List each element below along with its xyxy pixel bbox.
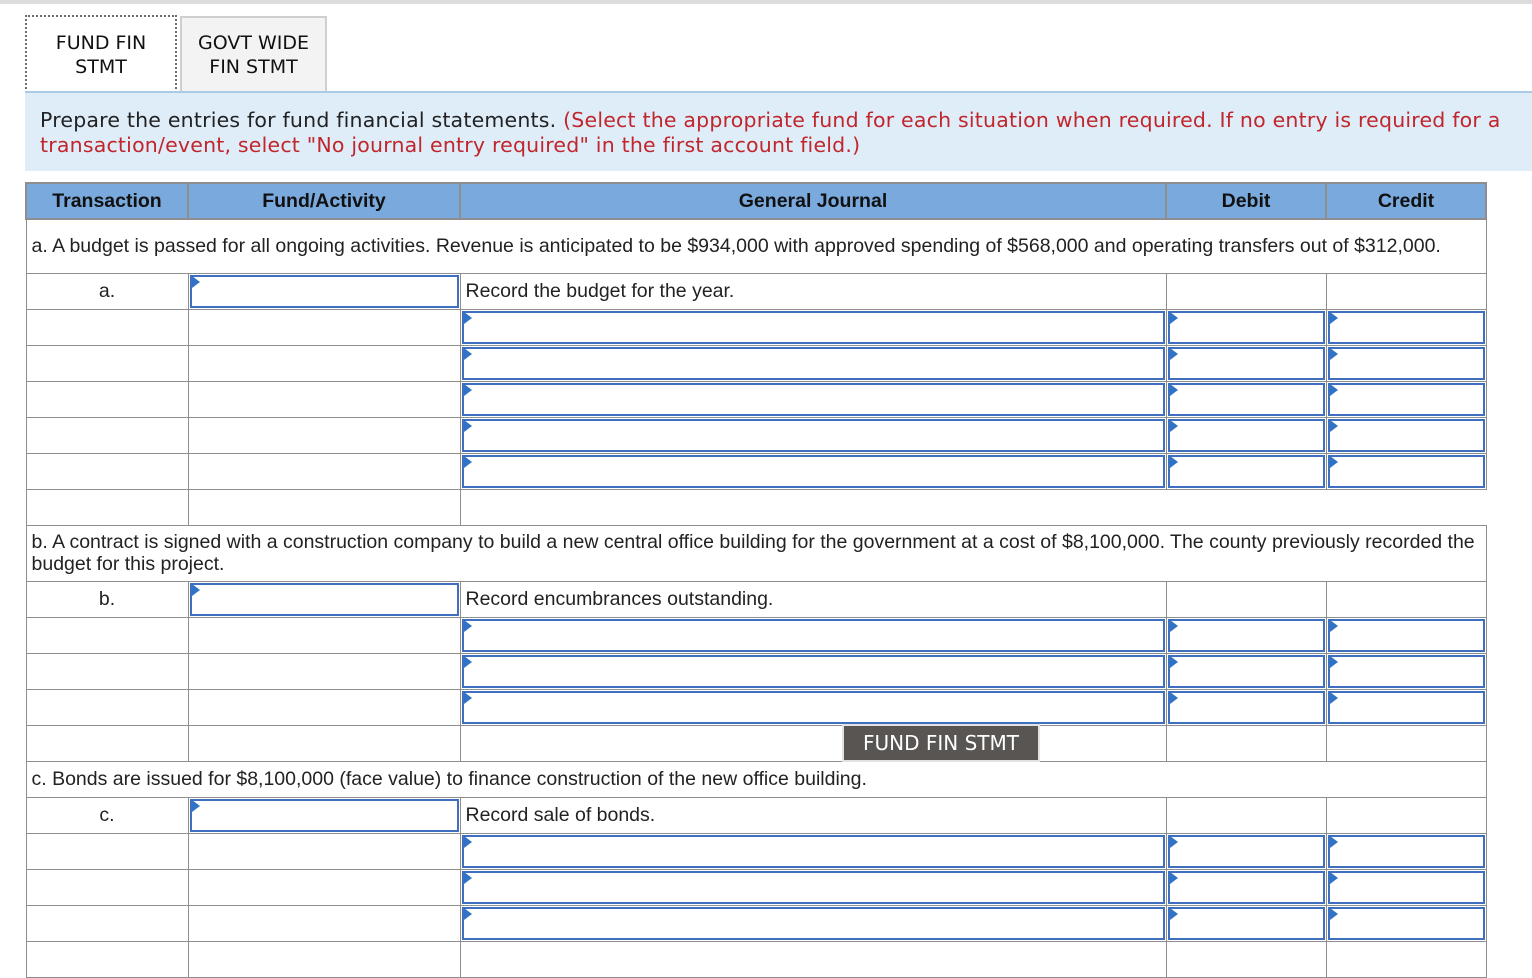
tab-govt-wide-fin-stmt[interactable]: GOVT WIDE FIN STMT bbox=[180, 16, 327, 92]
fund-activity-cell bbox=[188, 798, 460, 834]
debit-input[interactable] bbox=[1168, 455, 1325, 488]
transaction-description-row bbox=[26, 526, 1486, 582]
journal-row bbox=[26, 870, 1486, 906]
journal-row bbox=[26, 582, 1486, 618]
credit-input[interactable] bbox=[1328, 871, 1485, 904]
journal-row bbox=[26, 906, 1486, 942]
entry-note-b: Record encumbrances outstanding. bbox=[460, 582, 1166, 618]
transaction-description-row bbox=[26, 762, 1486, 798]
transaction-description-row bbox=[26, 219, 1486, 274]
journal-row bbox=[26, 654, 1486, 690]
journal-row bbox=[26, 618, 1486, 654]
header-fund-activity: Fund/Activity bbox=[188, 183, 460, 219]
transaction-label: b. bbox=[26, 582, 188, 618]
debit-cell bbox=[1166, 798, 1326, 834]
fund-select-b[interactable] bbox=[190, 583, 459, 616]
journal-row bbox=[26, 454, 1486, 490]
credit-input[interactable] bbox=[1328, 835, 1485, 868]
entry-note-c: Record sale of bonds. bbox=[460, 798, 1166, 834]
journal-row bbox=[26, 418, 1486, 454]
entry-note-a: Record the budget for the year. bbox=[460, 274, 1166, 310]
credit-input[interactable] bbox=[1328, 347, 1485, 380]
account-select[interactable] bbox=[462, 419, 1165, 452]
account-select[interactable] bbox=[462, 655, 1165, 688]
debit-input[interactable] bbox=[1168, 419, 1325, 452]
header-credit: Credit bbox=[1326, 183, 1486, 219]
fund-activity-cell bbox=[188, 582, 460, 618]
account-select[interactable] bbox=[462, 619, 1165, 652]
account-select[interactable] bbox=[462, 691, 1165, 724]
account-select[interactable] bbox=[462, 383, 1165, 416]
debit-input[interactable] bbox=[1168, 383, 1325, 416]
tab-fund-fin-stmt[interactable]: FUND FIN STMT bbox=[25, 15, 177, 93]
debit-cell bbox=[1166, 274, 1326, 310]
journal-row bbox=[26, 274, 1486, 310]
debit-input[interactable] bbox=[1168, 655, 1325, 688]
credit-input[interactable] bbox=[1328, 419, 1485, 452]
debit-input[interactable] bbox=[1168, 835, 1325, 868]
header-transaction: Transaction bbox=[26, 183, 188, 219]
debit-input[interactable] bbox=[1168, 311, 1325, 344]
credit-cell bbox=[1326, 582, 1486, 618]
credit-input[interactable] bbox=[1328, 907, 1485, 940]
account-select[interactable] bbox=[462, 871, 1165, 904]
top-divider bbox=[0, 0, 1532, 4]
debit-input[interactable] bbox=[1168, 347, 1325, 380]
tab-tooltip: FUND FIN STMT bbox=[842, 724, 1040, 762]
fund-select-a[interactable] bbox=[190, 275, 459, 308]
journal-row bbox=[26, 942, 1486, 978]
transaction-a-description: a. A budget is passed for all ongoing activities. Revenue is anticipated to be $934,000 with approved spending of $568,000 and operating transfers out of $312,000. bbox=[26, 219, 1486, 274]
fund-select-c[interactable] bbox=[190, 799, 459, 832]
instructions-main: Prepare the entries for fund financial statements. bbox=[40, 108, 557, 132]
debit-cell bbox=[1166, 582, 1326, 618]
journal-row bbox=[26, 690, 1486, 726]
journal-row bbox=[26, 798, 1486, 834]
account-select[interactable] bbox=[462, 907, 1165, 940]
instructions-panel bbox=[25, 91, 1532, 171]
fund-activity-cell bbox=[188, 274, 460, 310]
credit-input[interactable] bbox=[1328, 655, 1485, 688]
journal-table bbox=[25, 182, 1487, 978]
journal-row bbox=[26, 834, 1486, 870]
journal-row bbox=[26, 346, 1486, 382]
journal-row bbox=[26, 490, 1486, 526]
journal-row bbox=[26, 382, 1486, 418]
account-select[interactable] bbox=[462, 347, 1165, 380]
transaction-c-description: c. Bonds are issued for $8,100,000 (face value) to finance construction of the new office building. bbox=[26, 762, 1486, 798]
transaction-label: c. bbox=[26, 798, 188, 834]
account-select[interactable] bbox=[462, 835, 1165, 868]
credit-cell bbox=[1326, 274, 1486, 310]
credit-input[interactable] bbox=[1328, 383, 1485, 416]
account-select[interactable] bbox=[462, 311, 1165, 344]
header-debit: Debit bbox=[1166, 183, 1326, 219]
instructions-note: (Select the appropriate fund for each situation when required. If no entry is required for a transaction/event, select "No journal entry required" in the first account field.) bbox=[40, 108, 1501, 157]
credit-input[interactable] bbox=[1328, 455, 1485, 488]
account-select[interactable] bbox=[462, 455, 1165, 488]
transaction-b-description: b. A contract is signed with a construction company to build a new central office building for the government at a cost of $8,100,000. The county previously recorded the budget for this project. bbox=[26, 526, 1486, 582]
credit-input[interactable] bbox=[1328, 311, 1485, 344]
journal-row bbox=[26, 726, 1486, 762]
header-general-journal: General Journal bbox=[460, 183, 1166, 219]
transaction-label: a. bbox=[26, 274, 188, 310]
journal-row bbox=[26, 310, 1486, 346]
credit-cell bbox=[1326, 798, 1486, 834]
debit-input[interactable] bbox=[1168, 907, 1325, 940]
debit-input[interactable] bbox=[1168, 871, 1325, 904]
debit-input[interactable] bbox=[1168, 691, 1325, 724]
debit-input[interactable] bbox=[1168, 619, 1325, 652]
credit-input[interactable] bbox=[1328, 619, 1485, 652]
credit-input[interactable] bbox=[1328, 691, 1485, 724]
